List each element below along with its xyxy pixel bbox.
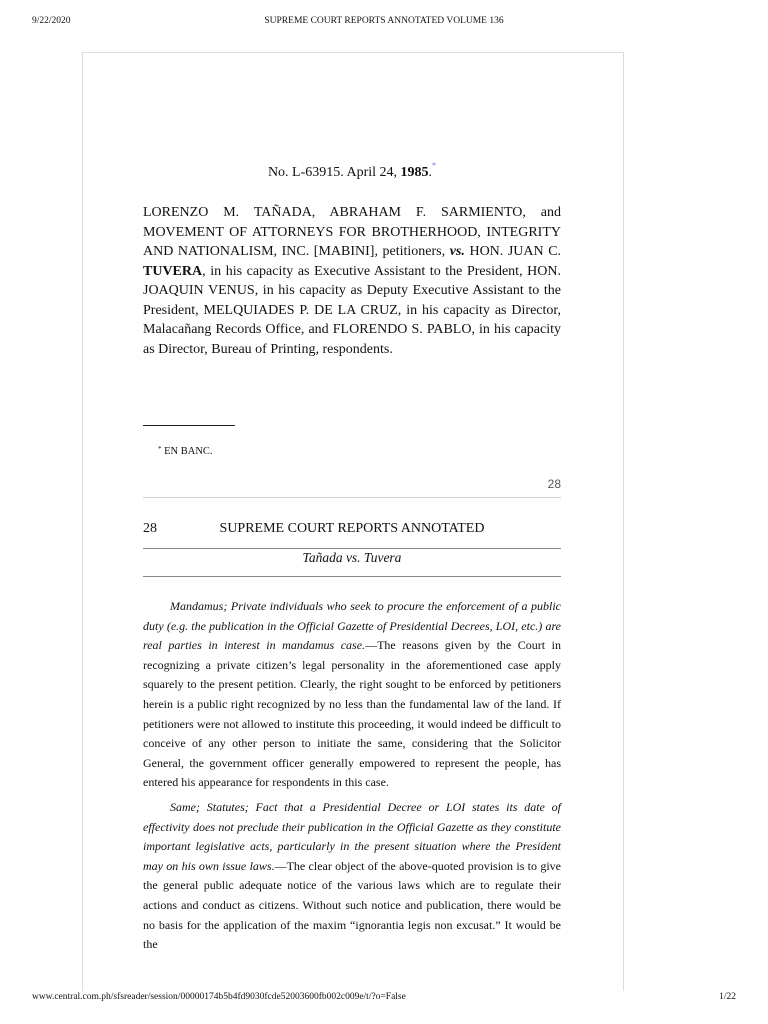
print-header — [32, 16, 736, 30]
case-number-text: No. L-63915. April 24, — [267, 165, 398, 180]
versus-text: vs. — [449, 244, 465, 259]
syllabus-paragraph — [143, 597, 561, 793]
print-date: 9/22/2020 — [32, 16, 71, 26]
running-head-rule-top — [143, 548, 561, 549]
page-break-rule — [143, 497, 561, 498]
footnote-link[interactable]: * — [432, 161, 437, 170]
syllabus-text: —The clear object of the above-quoted provision is to give the general public adequate notice of the various laws which are to regulate their actions and conduct as citizens. Without such notice and publication, there would be no basis for the application of the maxim “ignorantia legis non excusat.” It would be the — [143, 858, 561, 952]
running-head-rule-bottom — [143, 576, 561, 577]
page-marker: 28 — [547, 477, 561, 491]
case-number-suffix: . — [428, 165, 433, 180]
syllabus-paragraph — [143, 798, 561, 955]
print-footer — [32, 992, 736, 1006]
footnote-marker: * — [158, 445, 162, 453]
footnote-divider — [143, 425, 235, 426]
respondent-name: TUVERA — [143, 263, 203, 279]
print-page-number: 1/22 — [719, 992, 736, 1002]
respondents-text: , in his capacity as Executive Assistant to the President, HON. JOAQUIN VENUS, in his capacity as Deputy Executive Assistant to the President, MELQUIADES P. DE LA CRUZ, in his capacity as Director, Malacañang Records Office, and FLORENDO S. PABLO, in his capacity as Director, Bureau of Printing, respondents. — [143, 263, 561, 357]
footnote-text: EN BANC. — [164, 446, 213, 457]
petitioners-text: LORENZO M. TAÑADA, ABRAHAM F. SARMIENTO, and MOVEMENT OF ATTORNEYS FOR BROTHERHOOD, INTEGRITY AND NATIONALISM, INC. [MABINI], petitioners, — [143, 205, 561, 259]
respondent-intro: HON. JUAN C. — [469, 244, 562, 259]
syllabus — [143, 597, 561, 960]
running-head-title: SUPREME COURT REPORTS ANNOTATED — [219, 521, 485, 536]
syllabus-text: —The reasons given by the Court in recognizing a private citizen’s legal personality in the aforementioned case apply squarely to the present petition. Clearly, the right sought to be enforced by petitioners herein is a public right recognized by no less than the fundamental law of the land. If petitioners were not allowed to institute this proceeding, it would indeed be difficult to conceive of any other person to initiate the same, considering that the Solicitor General, the government officer generally empowered to represent the people, has entered his appearance for respondents in this case. — [143, 638, 561, 790]
running-head-page: 28 — [143, 521, 157, 536]
headnote: Mandamus; Private individuals who seek to procure the enforcement of a public duty (e.g. the publication in the Official Gazette of Presidential Decrees, LOI, etc.) are real parties in interest in mandamus case. — [143, 599, 561, 653]
print-title: SUPREME COURT REPORTS ANNOTATED VOLUME 136 — [264, 16, 504, 26]
case-title: Tañada vs. Tuvera — [302, 550, 402, 565]
running-head — [143, 521, 561, 541]
case-year: 1985 — [400, 165, 429, 180]
document-page[interactable] — [82, 52, 624, 991]
case-number — [143, 161, 561, 181]
headnote: Same; Statutes; Fact that a Presidential Decree or LOI states its date of effectivity does not preclude their publication in the Official Gazette as they constitute important legislative acts, particularly in the present situation where the President may on his own issue laws. — [143, 799, 561, 873]
print-url: www.central.com.ph/sfsreader/session/00000174b5b4fd9030fcde52003600fb002c009e/t/?o=False — [32, 992, 406, 1002]
parties-block — [143, 203, 561, 359]
footnote — [158, 445, 213, 457]
